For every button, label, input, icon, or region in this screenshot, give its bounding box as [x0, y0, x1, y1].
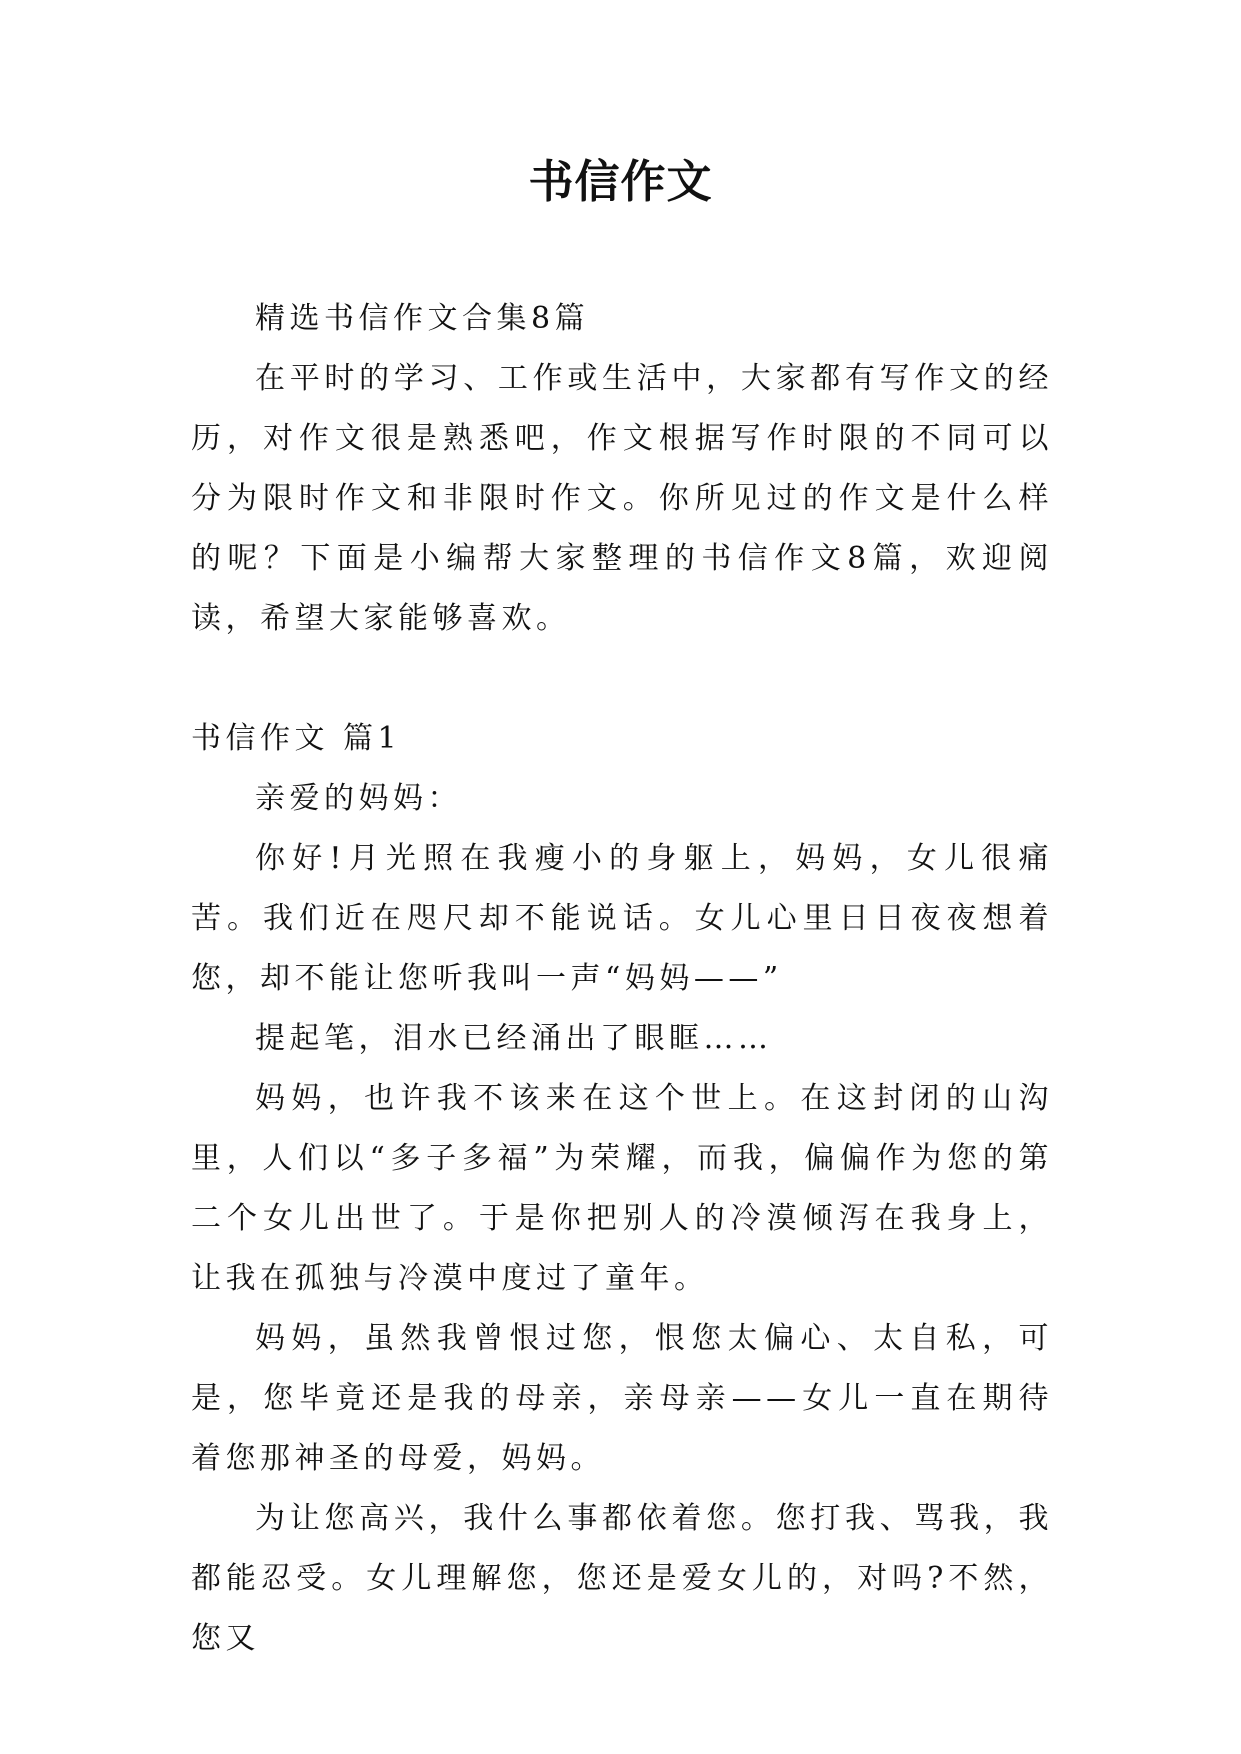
document-body	[191, 289, 1053, 1669]
letter-paragraph: 为让您高兴，我什么事都依着您。您打我、骂我，我都能忍受。女儿理解您，您还是爱女儿的，对吗?不然，您又	[191, 1501, 1053, 1656]
letter-paragraph: 提起笔，泪水已经涌出了眼眶……	[255, 1021, 773, 1056]
intro-paragraph: 在平时的学习、工作或生活中，大家都有写作文的经历，对作文很是熟悉吧，作文根据写作时限的不同可以分为限时作文和非限时作文。你所见过的作文是什么样的呢？下面是小编帮大家整理的书信作文8篇，欢迎阅读，希望大家能够喜欢。	[191, 361, 1053, 636]
paragraph-gap	[191, 649, 1053, 709]
letter-paragraph: 你好!月光照在我瘦小的身躯上，妈妈，女儿很痛苦。我们近在咫尺却不能说话。女儿心里日日夜夜想着您，却不能让您听我叫一声“妈妈——”	[191, 841, 1053, 996]
section-heading: 书信作文 篇1	[191, 721, 402, 756]
document-title: 书信作文	[528, 155, 713, 208]
letter-salutation: 亲爱的妈妈：	[255, 781, 462, 816]
intro-heading: 精选书信作文合集8篇	[255, 301, 590, 336]
letter-paragraph: 妈妈，虽然我曾恨过您，恨您太偏心、太自私，可是，您毕竟还是我的母亲，亲母亲——女儿一直在期待着您那神圣的母爱，妈妈。	[191, 1321, 1053, 1476]
letter-paragraph: 妈妈，也许我不该来在这个世上。在这封闭的山沟里，人们以“多子多福”为荣耀，而我，偏偏作为您的第二个女儿出世了。于是你把别人的冷漠倾泻在我身上，让我在孤独与冷漠中度过了童年。	[191, 1081, 1053, 1296]
